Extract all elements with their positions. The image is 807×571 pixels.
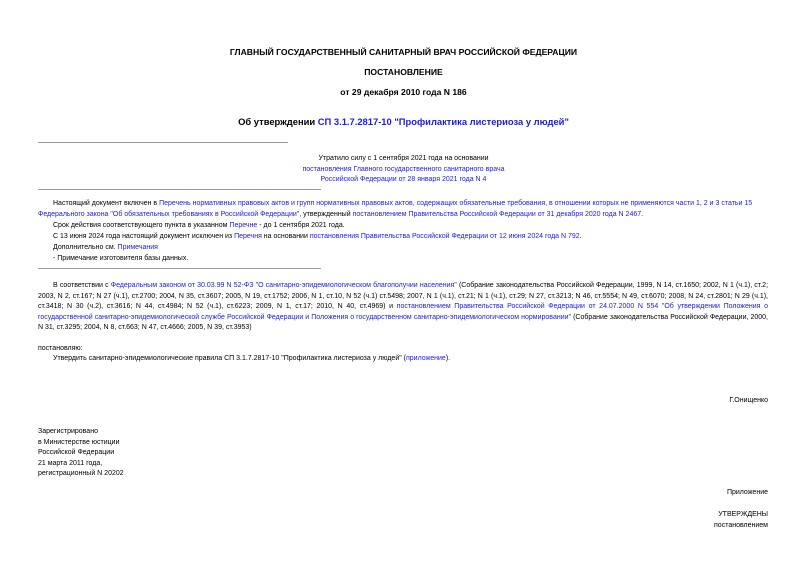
resolve-word: постановляю: [38, 345, 83, 352]
note3-link-resolution[interactable]: постановления Правительства Российской Федерации от 12 июня 2024 года N 792 [309, 233, 580, 240]
lost-force-notice [0, 154, 807, 186]
note1-prefix: Настоящий документ включен в [53, 200, 160, 207]
note3-mid: на основании [261, 233, 310, 240]
preamble-end: (Собрание законодательства Российской Федерации, 2000, N 31, ст.3295; 2004, N 8, ст.663; N 47, ст.4666; 2005, N 39, ст.3953) [38, 313, 768, 331]
divider-top [38, 142, 288, 143]
note-see-also [38, 243, 768, 254]
note-exclusion [38, 232, 768, 243]
note4-prefix: Дополнительно см. [53, 244, 118, 251]
note4-link[interactable]: Примечания [117, 244, 158, 251]
note1-link-resolution[interactable]: постановлением Правительства Российской Федерации от 31 декабря 2020 года N 2467 [352, 210, 642, 218]
note2-end: - до 1 сентября 2021 года. [257, 222, 345, 229]
note1-mid: , утвержденный [299, 210, 353, 218]
registration-line2: в Министерстве юстиции [38, 438, 120, 446]
title-link[interactable]: СП 3.1.7.2817-10 "Профилактика листериоза у людей" [317, 116, 569, 127]
note1-end: . [641, 210, 644, 218]
preamble-mid: (Собрание законодательства Российской Федерации, 1999, N 14, ст.1650; 2002, N 1 (ч.1), ст.2; 2003, N 2, ст.167; N 27 (ч.1), ст.2700; 2004, N 35, ст.3607; 2005, N 19, ст.1752; 2006, N 1, ст.10, N 52 (ч.1) ст.5498; 2007, N 1 (ч.1), ст.21; N 1 (ч.1), ст.29; N 27, ст.3213; N 46, ст.5554; N 49, ст.6070; 2008, N 24, ст.2801; N 29 (ч.1), ст.3418; N 30 (ч.2), ст.3616; N 44, ст.4984; N 52 (ч.1), ст.6223; 2009, N 1, ст.17; 2010, N 40, ст.4969) и [38, 282, 769, 310]
registration-line4: 21 марта 2011 года, [38, 459, 103, 467]
appendix-approval [714, 510, 768, 531]
preamble-paragraph [38, 281, 768, 334]
lost-force-line1: Утратило силу с 1 сентября 2021 года на основании [318, 155, 489, 162]
document-date-number: от 29 декабря 2010 года N 186 [340, 87, 467, 97]
note3-prefix: С 13 июня 2024 года настоящий документ исключен из [53, 233, 235, 240]
document-title [0, 116, 807, 127]
note-validity [38, 221, 768, 232]
document-type: ПОСТАНОВЛЕНИЕ [364, 67, 443, 77]
resolution-item [38, 354, 768, 365]
divider-notes-bottom [38, 268, 321, 269]
note3-link-list[interactable]: Перечня [234, 233, 262, 240]
lost-force-link1[interactable]: постановления Главного государственного санитарного врача [302, 165, 505, 173]
registration-block [38, 427, 124, 480]
appendix-link[interactable]: приложение [406, 355, 446, 362]
signature: Г.Онищенко [729, 397, 768, 404]
preamble-prefix: В соответствии с [53, 282, 111, 289]
note-db-maker: - Примечание изготовителя базы данных. [53, 255, 189, 262]
note2-prefix: Срок действия соответствующего пункта в указанном [53, 222, 230, 229]
note-inclusion [38, 199, 768, 220]
divider-notes-top [38, 189, 321, 190]
resolution-end: ). [445, 355, 451, 362]
registration-line5: регистрационный N 20202 [38, 470, 124, 477]
note3-end: . [579, 233, 582, 240]
resolution-prefix: Утвердить санитарно-эпидемиологические правила СП 3.1.7.2817-10 "Профилактика листериоза у людей" ( [53, 355, 406, 362]
issuing-authority: ГЛАВНЫЙ ГОСУДАРСТВЕННЫЙ САНИТАРНЫЙ ВРАЧ РОССИЙСКОЙ ФЕДЕРАЦИИ [229, 47, 578, 57]
lost-force-link2[interactable]: Российской Федерации от 28 января 2021 года N 4 [320, 176, 487, 183]
registration-line3: Российской Федерации [38, 449, 115, 456]
appendix-label: Приложение [726, 489, 768, 496]
title-prefix: Об утверждении [238, 116, 318, 127]
government-resolution-link[interactable]: постановлением Правительства Российской Федерации от 24.07.2000 N 554 "Об утверждении Положения о государственной санитарно-эпидемиологической службе Российской Федерации и Положения о государственном санитарно-эпидемиологическом нормировании" [38, 303, 768, 321]
note2-link[interactable]: Перечне [229, 222, 258, 229]
approved-by: постановлением [714, 521, 768, 529]
federal-law-link[interactable]: Федеральным законом от 30.03.99 N 52-ФЗ "О санитарно-эпидемиологическом благополучии населения" [110, 282, 457, 289]
approved-word: УТВЕРЖДЕНЫ [718, 511, 768, 518]
note1-link-list[interactable]: Перечень нормативных правовых актов и групп нормативных правовых актов, содержащих обязательные требования, в отношении которых не применяются части 1, 2 и 3 статьи 15 Федерального закона "Об обязательных требованиях в Российской Федерации" [38, 200, 753, 218]
registration-line1: Зарегистрировано [38, 428, 98, 435]
